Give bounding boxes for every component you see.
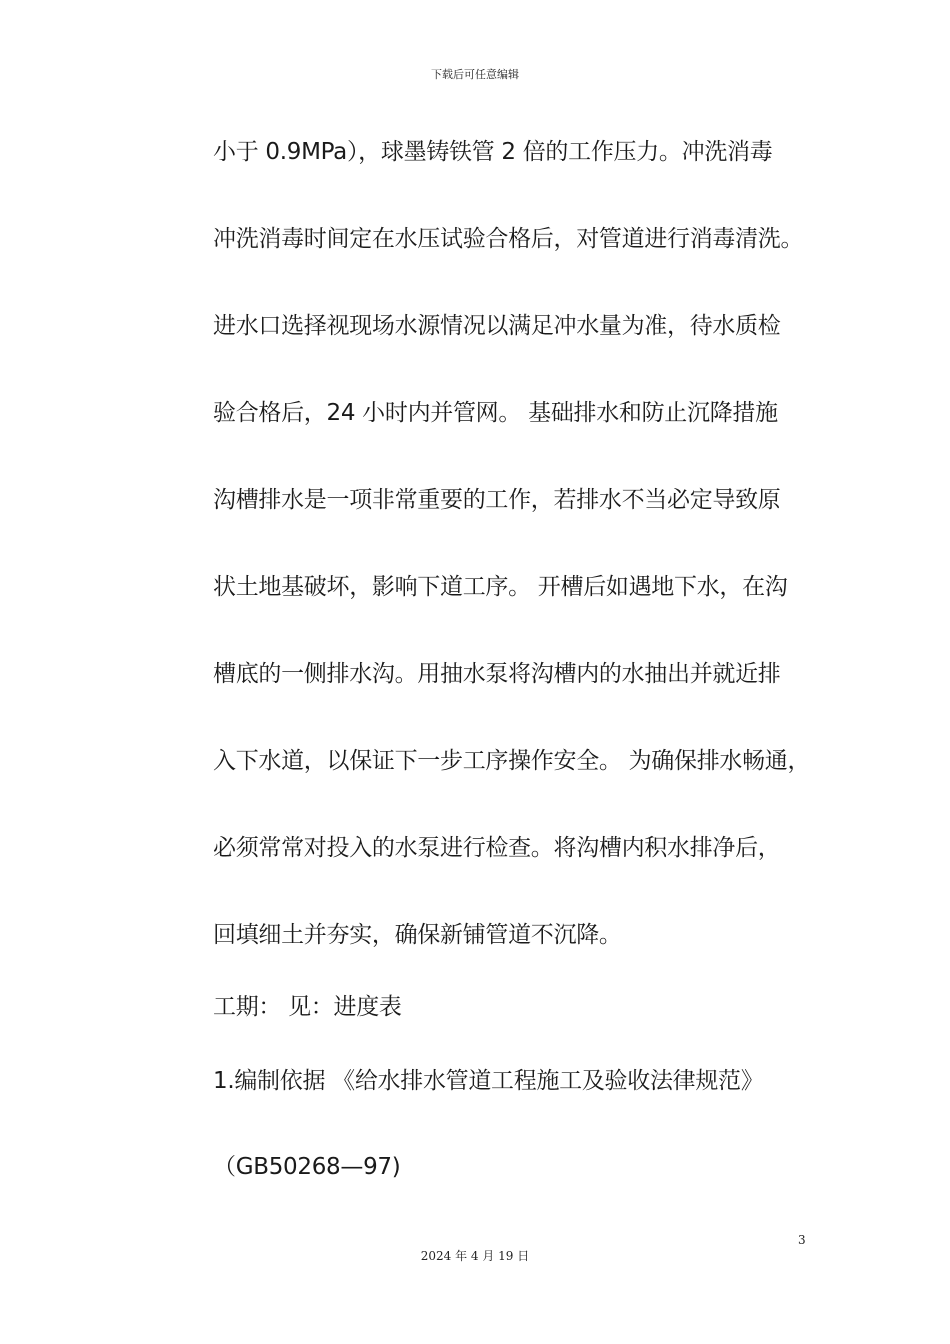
body-text-line: 工期： 见：进度表	[213, 994, 402, 1020]
body-text-line: 验合格后，24 小时内并管网。 基础排水和防止沉降措施	[213, 400, 778, 426]
body-text-line: 冲洗消毒时间定在水压试验合格后，对管道进行消毒清洗。	[213, 226, 804, 252]
body-text-line: 1.编制依据 《给水排水管道工程施工及验收法律规范》	[213, 1068, 764, 1094]
body-text-line: 槽底的一侧排水沟。用抽水泵将沟槽内的水抽出并就近排	[213, 661, 781, 687]
body-text-line: 必须常常对投入的水泵进行检查。将沟槽内积水排净后，	[213, 835, 781, 861]
body-text-line: 沟槽排水是一项非常重要的工作，若排水不当必定导致原	[213, 487, 781, 513]
footer-date: 2024 年 4 月 19 日	[420, 1249, 530, 1263]
body-text-line: 小于 0.9MPa），球墨铸铁管 2 倍的工作压力。冲洗消毒	[213, 139, 773, 165]
body-text-line: 回填细土并夯实，确保新铺管道不沉降。	[213, 922, 622, 948]
body-text-line: 进水口选择视现场水源情况以满足冲水量为准，待水质检	[213, 313, 781, 339]
page-header: 下载后可任意编辑	[431, 68, 519, 81]
page-number: 3	[798, 1233, 806, 1247]
body-text-line: （GB50268—97)	[213, 1154, 401, 1180]
body-text-line: 入下水道，以保证下一步工序操作安全。 为确保排水畅通，	[213, 748, 811, 774]
body-text-line: 状土地基破坏，影响下道工序。 开槽后如遇地下水，在沟	[213, 574, 788, 600]
